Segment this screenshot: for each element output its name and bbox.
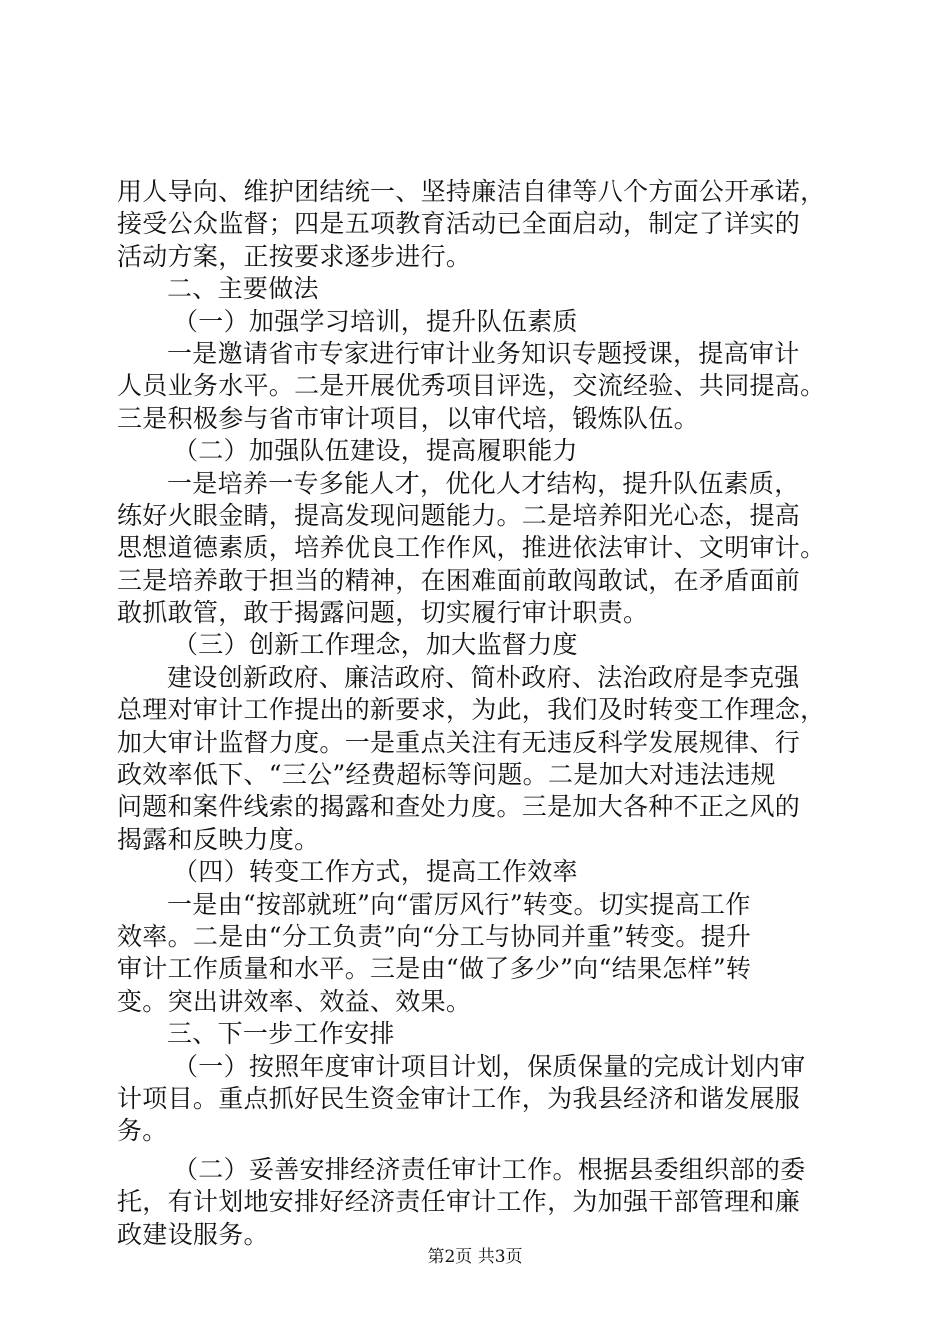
- section-heading: 三、下一步工作安排: [167, 1019, 395, 1049]
- paragraph-line: 揭露和反映力度。: [117, 824, 320, 854]
- paragraph-line: 政建设服务。: [117, 1219, 269, 1249]
- paragraph-line: （一）按照年度审计项目计划，保质保量的完成计划内审: [173, 1051, 806, 1081]
- paragraph-line: 接受公众监督；四是五项教育活动已全面启动，制定了详实的: [117, 209, 801, 239]
- paragraph-line: 建设创新政府、廉洁政府、简朴政府、法治政府是李克强: [167, 662, 800, 692]
- paragraph-line: 总理对审计工作提出的新要求，为此，我们及时转变工作理念，: [117, 695, 826, 725]
- paragraph-line: 变。突出讲效率、效益、效果。: [117, 986, 472, 1016]
- paragraph-line: 练好火眼金睛，提高发现问题能力。二是培养阳光心态，提高: [117, 500, 801, 530]
- paragraph-line: 政效率低下、“三公”经费超标等问题。二是加大对违法违规: [117, 760, 776, 790]
- paragraph-line: 三是培养敢于担当的精神，在困难面前敢闯敢试，在矛盾面前: [117, 565, 801, 595]
- paragraph-line: 审计工作质量和水平。三是由“做了多少”向“结果怎样”转: [117, 954, 752, 984]
- paragraph-line: 思想道德素质，培养优良工作作风，推进依法审计、文明审计。: [117, 533, 826, 563]
- paragraph-line: 敢抓敢管，敢于揭露问题，切实履行审计职责。: [117, 598, 649, 628]
- paragraph-line: 一是由“按部就班”向“雷厉风行”转变。切实提高工作: [167, 889, 751, 919]
- paragraph-line: 一是邀请省市专家进行审计业务知识专题授课，提高审计: [167, 338, 800, 368]
- subsection-heading: （一）加强学习培训，提升队伍素质: [173, 306, 578, 336]
- subsection-heading: （二）加强队伍建设，提高履职能力: [173, 436, 578, 466]
- subsection-heading: （三）创新工作理念，加大监督力度: [173, 630, 578, 660]
- paragraph-line: 效率。二是由“分工负责”向“分工与协同并重”转变。提升: [117, 921, 752, 951]
- paragraph-line: 一是培养一专多能人才，优化人才结构，提升队伍素质，: [167, 468, 800, 498]
- paragraph-line: 加大审计监督力度。一是重点关注有无违反科学发展规律、行: [117, 727, 801, 757]
- paragraph-line: 活动方案，正按要求逐步进行。: [117, 241, 472, 271]
- paragraph-line: 人员业务水平。二是开展优秀项目评选，交流经验、共同提高。: [117, 371, 826, 401]
- paragraph-line: 计项目。重点抓好民生资金审计工作，为我县经济和谐发展服: [117, 1083, 801, 1113]
- section-heading: 二、主要做法: [167, 274, 319, 304]
- page-footer: 第2页 共3页: [427, 1247, 523, 1267]
- paragraph-line: 务。: [117, 1116, 168, 1146]
- paragraph-line: 三是积极参与省市审计项目，以审代培，锻炼队伍。: [117, 403, 699, 433]
- paragraph-line: 问题和案件线索的揭露和查处力度。三是加大各种不正之风的: [117, 792, 801, 822]
- paragraph-line: 托，有计划地安排好经济责任审计工作，为加强干部管理和廉: [117, 1187, 801, 1217]
- paragraph-line: 用人导向、维护团结统一、坚持廉洁自律等八个方面公开承诺，: [117, 177, 826, 206]
- paragraph-line: （二）妥善安排经济责任审计工作。根据县委组织部的委: [173, 1154, 806, 1184]
- subsection-heading: （四）转变工作方式，提高工作效率: [173, 857, 578, 887]
- body-text: [117, 176, 837, 1251]
